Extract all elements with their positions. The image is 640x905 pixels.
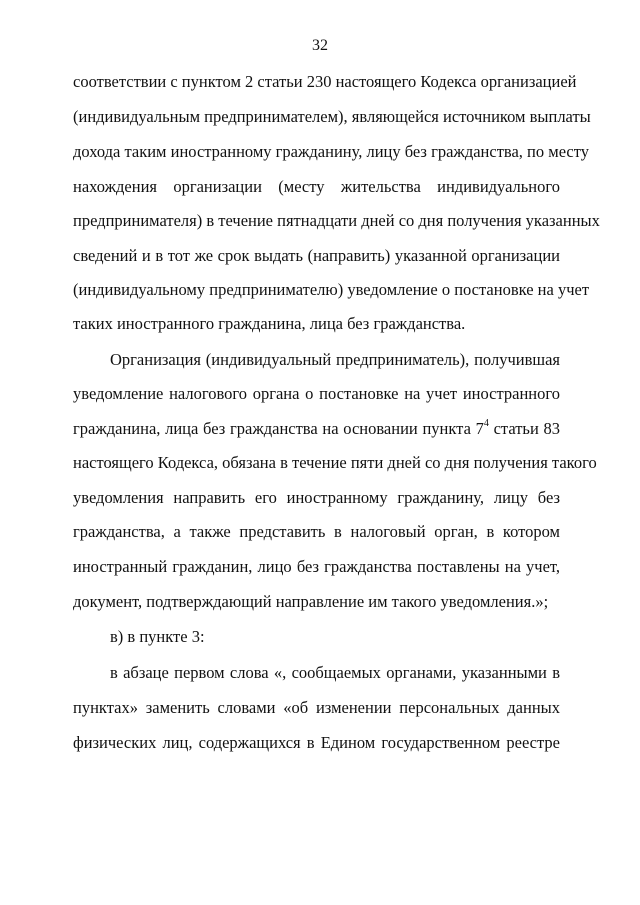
paragraph-2-line-6: гражданства, а также представить в налоговый орган, в котором (73, 522, 560, 541)
paragraph-2-line-8: документ, подтверждающий направление им такого уведомления.»; (73, 592, 549, 611)
superscript-4: 4 (483, 418, 489, 429)
paragraph-4-line-2: пунктах» заменить словами «об изменении персональных данных (73, 698, 560, 717)
paragraph-1-line-5: предпринимателя) в течение пятнадцати дней со дня получения указанных (73, 211, 600, 230)
paragraph-1-line-4: нахождения организации (месту жительства индивидуального (73, 177, 560, 196)
paragraph-2-line-3-tail: статьи 83 (488, 419, 561, 438)
paragraph-1-line-3: дохода таким иностранному гражданину, лицу без гражданства, по месту (73, 142, 589, 161)
paragraph-4-line-3: физических лиц, содержащихся в Едином государственном реестре (73, 733, 560, 752)
paragraph-2-line-5: уведомления направить его иностранному гражданину, лицу без (73, 488, 560, 507)
paragraph-1-line-1: соответствии с пунктом 2 статьи 230 настоящего Кодекса организацией (73, 72, 577, 91)
paragraph-1-line-2: (индивидуальным предпринимателем), являющейся источником выплаты (73, 107, 591, 126)
paragraph-4-line-1: в абзаце первом слова «, сообщаемых органами, указанными в (110, 663, 560, 682)
page-number: 32 (312, 37, 328, 54)
paragraph-1-line-7: (индивидуальному предпринимателю) уведомление о постановке на учет (73, 280, 590, 299)
paragraph-2-line-7: иностранный гражданин, лицо без гражданства поставлены на учет, (73, 557, 560, 576)
paragraph-2-line-1: Организация (индивидуальный предприниматель), получившая (110, 350, 560, 369)
paragraph-1-line-6: сведений и в тот же срок выдать (направить) указанной организации (73, 246, 560, 265)
paragraph-2-line-3 (73, 419, 560, 439)
paragraph-2-line-4: настоящего Кодекса, обязана в течение пяти дней со дня получения такого (73, 453, 597, 472)
paragraph-2-line-2: уведомление налогового органа о постановке на учет иностранного (73, 384, 560, 403)
paragraph-2-line-3-text: гражданина, лица без гражданства на основании пункта 7 (73, 419, 484, 438)
paragraph-1-line-8: таких иностранного гражданина, лица без гражданства. (73, 314, 466, 333)
paragraph-3: в) в пункте 3: (110, 627, 205, 646)
